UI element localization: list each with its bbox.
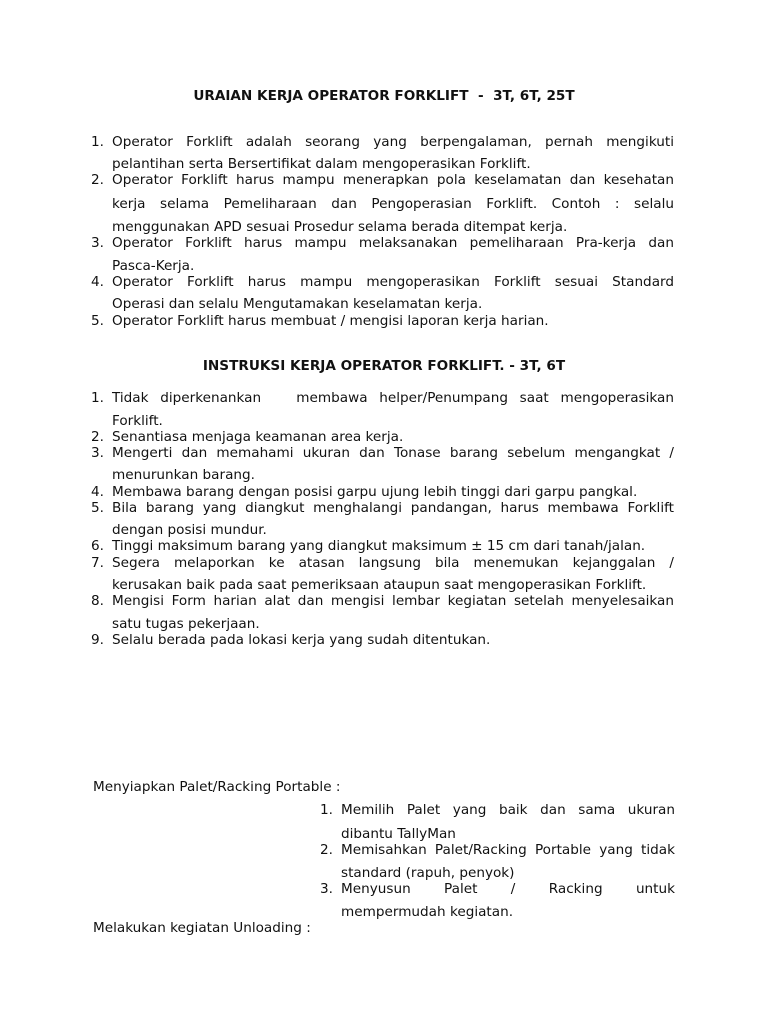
item-number: 1. bbox=[320, 802, 333, 818]
item-line: Mengisi Form harian alat dan mengisi lembar kegiatan setelah menyelesaikan bbox=[112, 593, 674, 609]
item-number: 1. bbox=[91, 134, 104, 150]
item-line: Mengerti dan memahami ukuran dan Tonase barang sebelum mengangkat / bbox=[112, 445, 674, 461]
item-line: menurunkan barang. bbox=[112, 467, 255, 483]
item-number: 3. bbox=[91, 235, 104, 251]
item-number: 6. bbox=[91, 538, 104, 554]
item-line: Operasi dan selalu Mengutamakan keselamatan kerja. bbox=[112, 296, 483, 312]
item-line: Bila barang yang diangkut menghalangi pandangan, harus membawa Forklift bbox=[112, 500, 674, 516]
item-number: 3. bbox=[320, 881, 333, 897]
item-line: Tinggi maksimum barang yang diangkut maksimum ± 15 cm dari tanah/jalan. bbox=[112, 538, 646, 554]
item-line: mempermudah kegiatan. bbox=[341, 904, 514, 920]
item-number: 4. bbox=[91, 484, 104, 500]
item-line: Tidak diperkenankan membawa helper/Penumpang saat mengoperasikan bbox=[112, 390, 674, 406]
item-number: 3. bbox=[91, 445, 104, 461]
item-number: 1. bbox=[91, 390, 104, 406]
item-number: 8. bbox=[91, 593, 104, 609]
item-number: 5. bbox=[91, 500, 104, 516]
item-line: Operator Forklift harus mampu mengoperasikan Forklift sesuai Standard bbox=[112, 274, 674, 290]
item-number: 2. bbox=[91, 172, 104, 188]
item-line: Memilih Palet yang baik dan sama ukuran bbox=[341, 802, 675, 818]
item-line: Memisahkan Palet/Racking Portable yang tidak bbox=[341, 842, 675, 858]
item-line: kerusakan baik pada saat pemeriksaan ataupun saat mengoperasikan Forklift. bbox=[112, 577, 647, 593]
item-number: 4. bbox=[91, 274, 104, 290]
item-line: pelantihan serta Bersertifikat dalam mengoperasikan Forklift. bbox=[112, 156, 531, 172]
item-line: menggunakan APD sesuai Prosedur selama berada ditempat kerja. bbox=[112, 219, 568, 235]
item-line: Operator Forklift harus membuat / mengisi laporan kerja harian. bbox=[112, 313, 549, 329]
section-title-instruksi: INSTRUKSI KERJA OPERATOR FORKLIFT. - 3T, 6T bbox=[202, 358, 566, 374]
item-line: Senantiasa menjaga keamanan area kerja. bbox=[112, 429, 404, 445]
item-line: kerja selama Pemeliharaan dan Pengoperasian Forklift. Contoh : selalu bbox=[112, 196, 674, 212]
item-line: Menyusun Palet / Racking untuk bbox=[341, 881, 675, 897]
section-title-uraian: URAIAN KERJA OPERATOR FORKLIFT - 3T, 6T, 25T bbox=[193, 88, 575, 104]
item-line: satu tugas pekerjaan. bbox=[112, 616, 260, 632]
item-line: Membawa barang dengan posisi garpu ujung lebih tinggi dari garpu pangkal. bbox=[112, 484, 638, 500]
item-number: 7. bbox=[91, 555, 104, 571]
item-line: Operator Forklift harus mampu menerapkan pola keselamatan dan kesehatan bbox=[112, 172, 674, 188]
item-line: standard (rapuh, penyok) bbox=[341, 865, 515, 881]
item-line: Pasca-Kerja. bbox=[112, 258, 195, 274]
item-line: Segera melaporkan ke atasan langsung bila menemukan kejanggalan / bbox=[112, 555, 674, 571]
item-line: dengan posisi mundur. bbox=[112, 522, 267, 538]
palet-section-label: Menyiapkan Palet/Racking Portable : bbox=[93, 779, 341, 795]
item-line: Operator Forklift harus mampu melaksanakan pemeliharaan Pra-kerja dan bbox=[112, 235, 674, 251]
item-line: Selalu berada pada lokasi kerja yang sudah ditentukan. bbox=[112, 632, 491, 648]
item-line: Forklift. bbox=[112, 413, 163, 429]
item-line: Operator Forklift adalah seorang yang berpengalaman, pernah mengikuti bbox=[112, 134, 674, 150]
unloading-section-label: Melakukan kegiatan Unloading : bbox=[93, 920, 311, 936]
item-number: 5. bbox=[91, 313, 104, 329]
item-line: dibantu TallyMan bbox=[341, 826, 456, 842]
item-number: 9. bbox=[91, 632, 104, 648]
item-number: 2. bbox=[91, 429, 104, 445]
item-number: 2. bbox=[320, 842, 333, 858]
